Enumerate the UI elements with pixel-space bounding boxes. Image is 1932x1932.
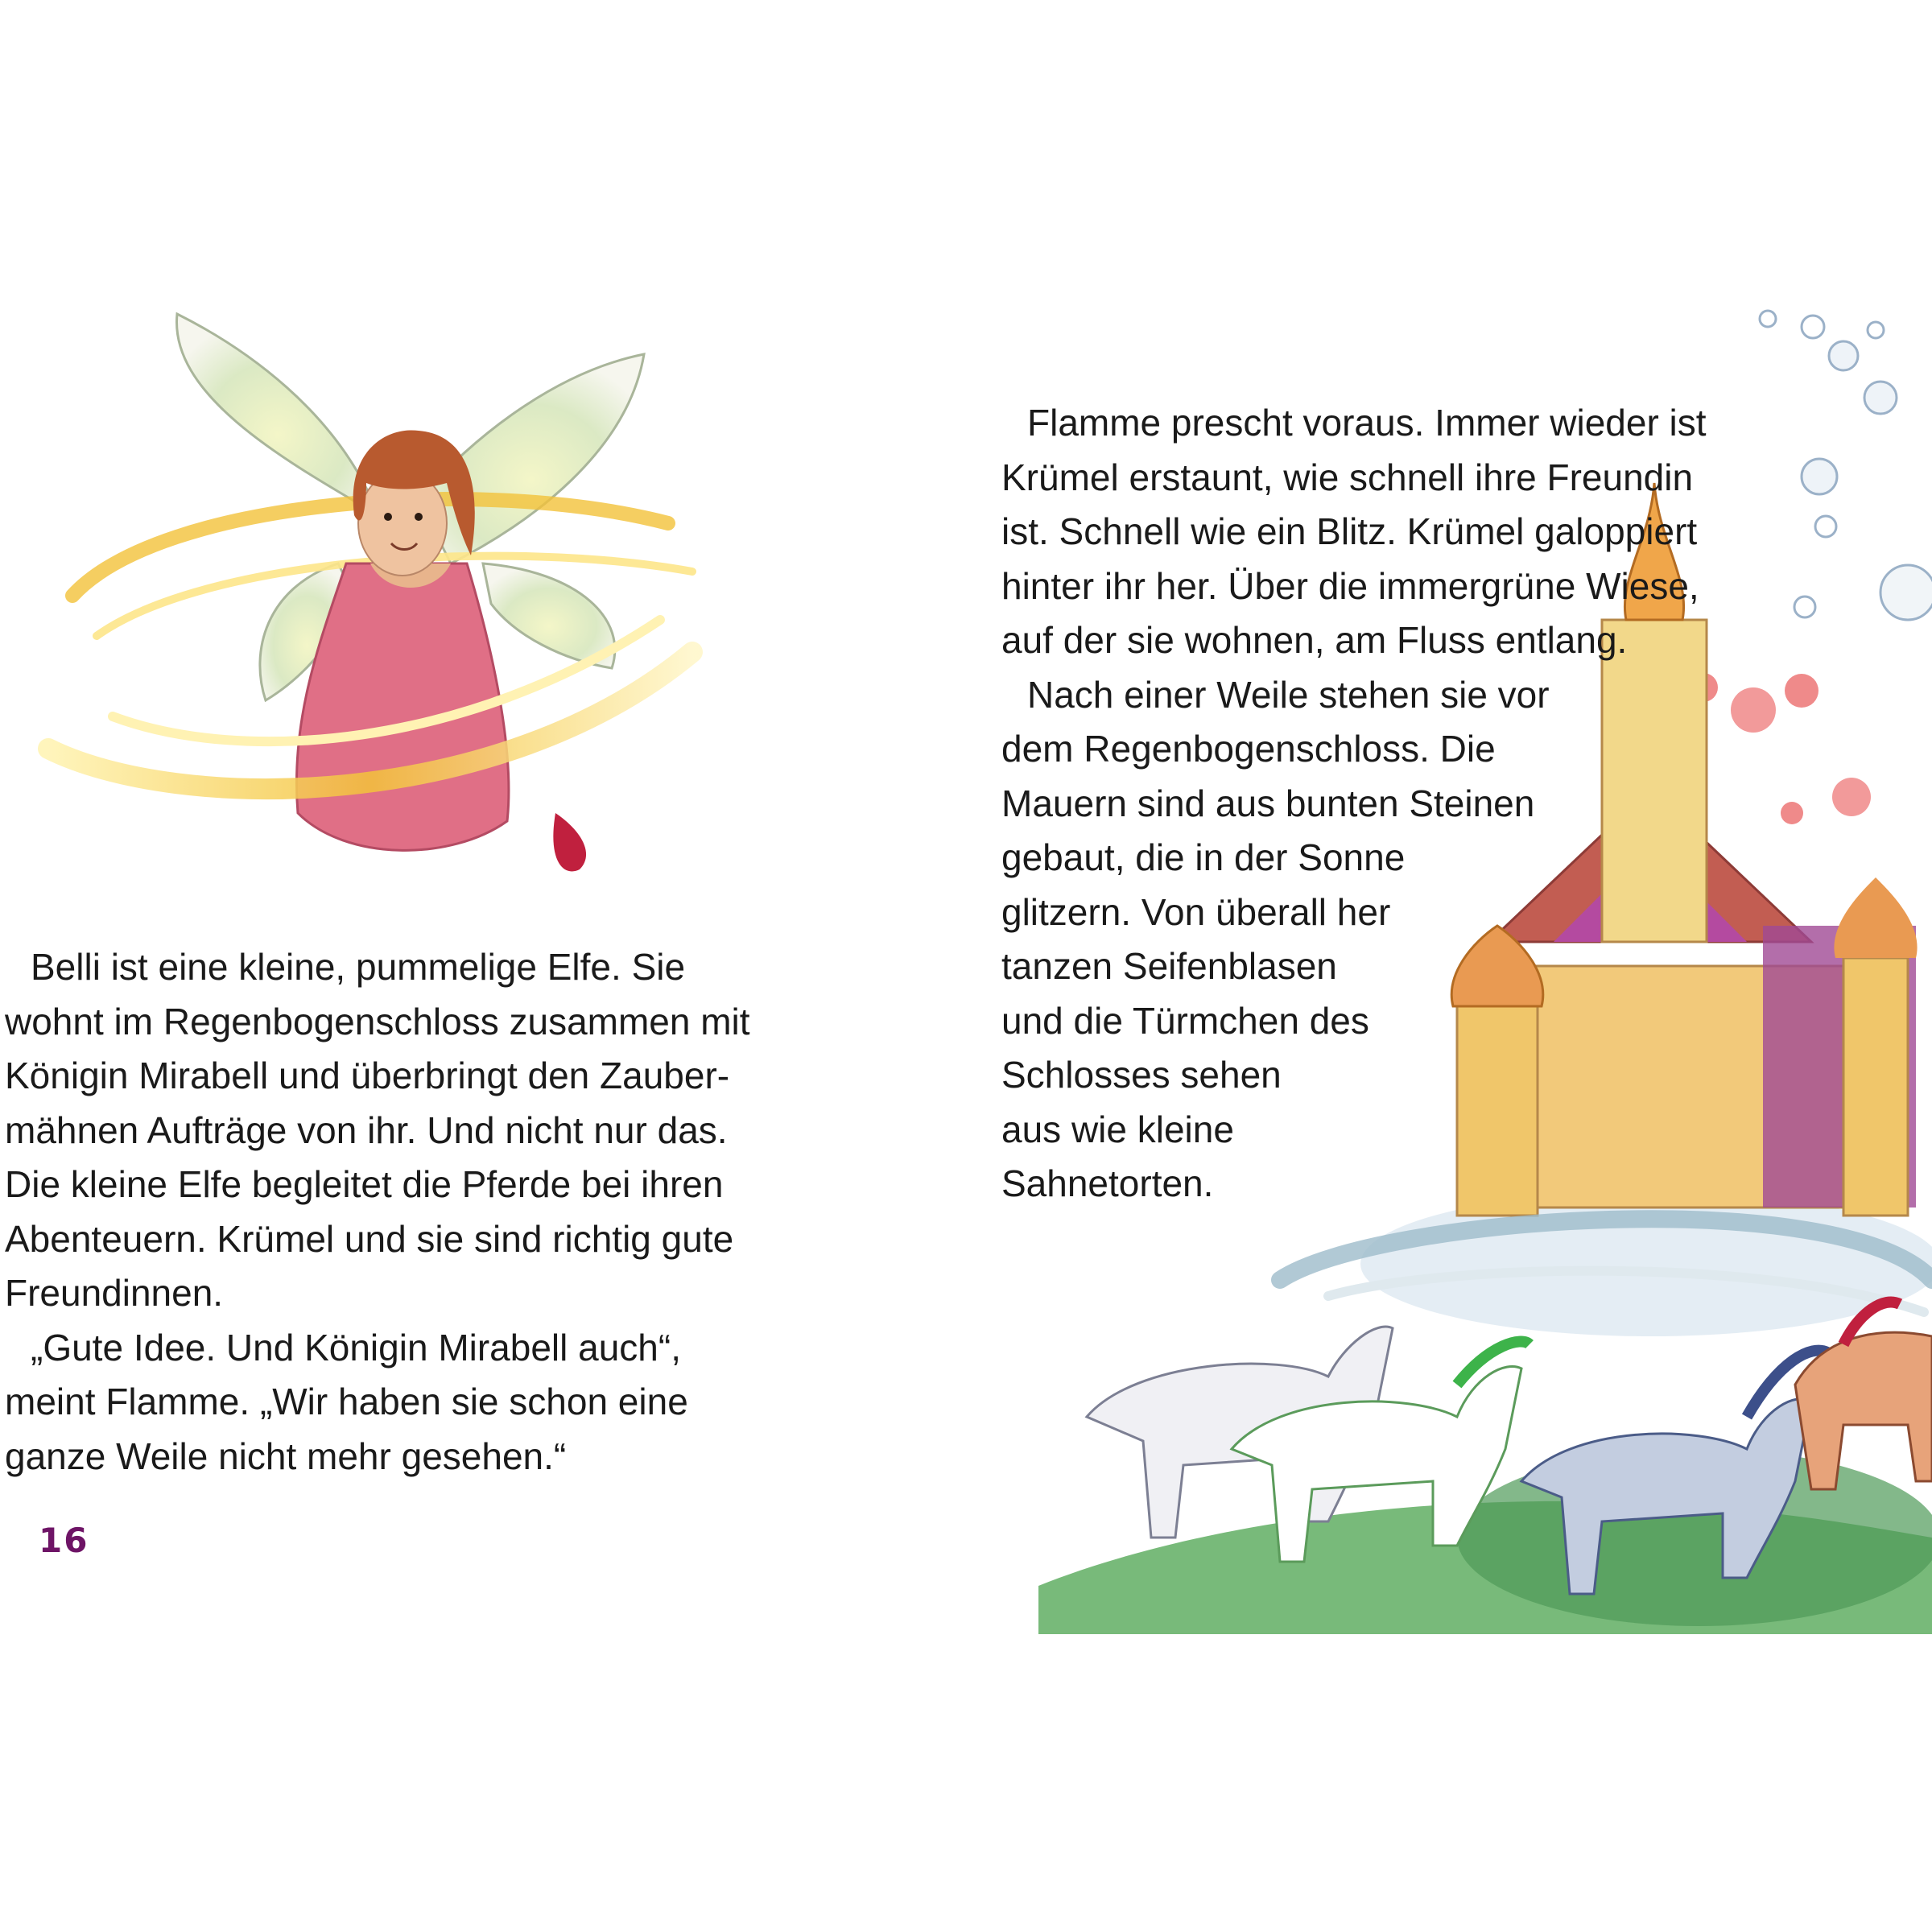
text-line: meint Flamme. „Wir haben sie schon eine: [5, 1381, 688, 1422]
right-page-text: [1001, 396, 1742, 1212]
text-line: wohnt im Regenbogenschloss zusammen mit: [5, 1000, 750, 1042]
text-line: Belli ist eine kleine, pummelige Elfe. Sie: [31, 946, 686, 988]
text-line: ganze Weile nicht mehr gesehen.“: [5, 1435, 567, 1477]
text-line: gebaut, die in der Sonne: [1001, 836, 1406, 878]
text-line: aus wie kleine: [1001, 1108, 1234, 1150]
text-line: glitzern. Von überall her: [1001, 890, 1391, 933]
text-line: dem Regenbogenschloss. Die: [1001, 728, 1496, 770]
right-paragraph-1: [1001, 396, 1742, 668]
text-line: hinter ihr her. Über die immergrüne Wiese,: [1001, 564, 1699, 607]
page-number: 16: [39, 1521, 89, 1560]
text-line: Die kleine Elfe begleitet die Pferde bei ihren: [5, 1163, 724, 1205]
text-line: Nach einer Weile stehen sie vor: [1027, 673, 1550, 716]
text-line: Flamme prescht voraus. Immer wieder ist: [1027, 402, 1707, 444]
text-line: ist. Schnell wie ein Blitz. Krümel galoppiert: [1001, 510, 1698, 552]
text-line: Mauern sind aus bunten Steinen: [1001, 782, 1535, 824]
text-line: Schlosses sehen: [1001, 1054, 1282, 1096]
text-line: Königin Mirabell und überbringt den Zauber-: [5, 1055, 730, 1096]
text-line: „Gute Idee. Und Königin Mirabell auch“,: [31, 1326, 681, 1368]
text-line: auf der sie wohnen, am Fluss entlang.: [1001, 619, 1628, 661]
text-line: Sahnetorten.: [1001, 1162, 1214, 1204]
right-paragraph-2: [1001, 668, 1742, 1212]
left-page-text: [5, 940, 778, 1484]
text-line: Abenteuern. Krümel und sie sind richtig gute: [5, 1217, 734, 1260]
text-line: Krümel erstaunt, wie schnell ihre Freundin: [1001, 456, 1694, 498]
text-line: mähnen Aufträge von ihr. Und nicht nur das.: [5, 1108, 728, 1151]
text-line: tanzen Seifenblasen: [1001, 945, 1337, 987]
text-line: Freundinnen.: [5, 1272, 224, 1314]
left-paragraph-2: [5, 1321, 778, 1484]
fairy-illustration: [0, 298, 773, 926]
text-line: und die Türmchen des: [1001, 999, 1369, 1042]
left-paragraph-1: [5, 940, 778, 1321]
